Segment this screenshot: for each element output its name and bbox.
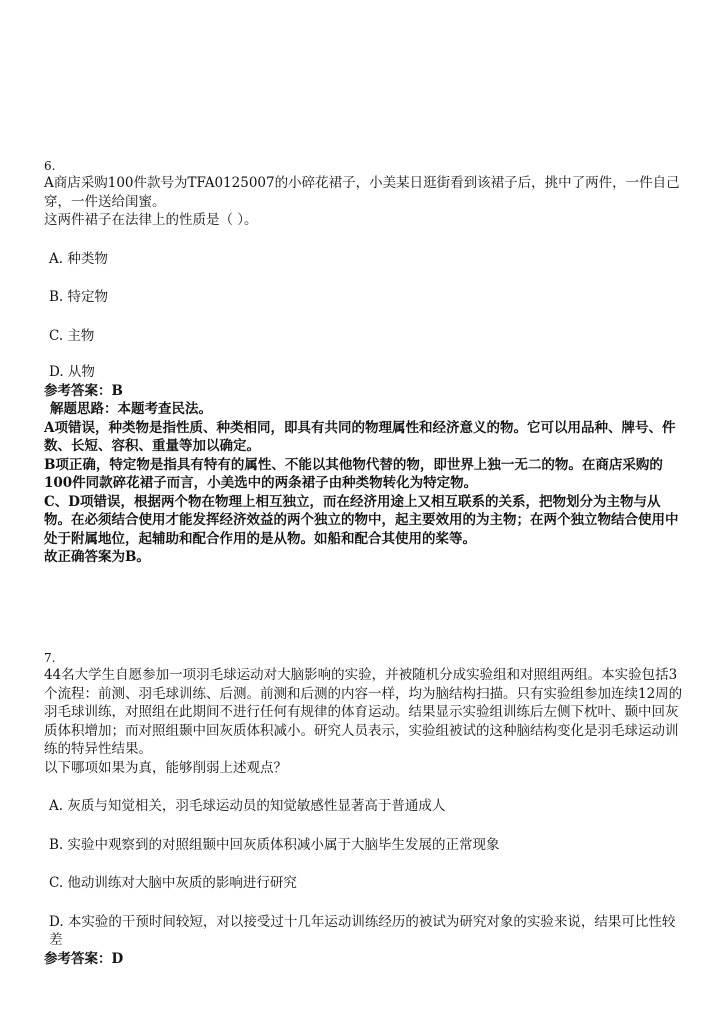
reference-answer: 参考答案：B	[44, 382, 123, 399]
option-d: D. 从物	[49, 364, 95, 380]
option-d: D. 本实验的干预时间较短，对以接受过十几年运动训练经历的被试为研究对象的实验来说，结果可比性较差	[49, 913, 676, 948]
explanation-intro: 解题思路：本题考查民法。	[50, 401, 212, 417]
option-b: B. 实验中观察到的对照组颞中回灰质体积减小属于大脑毕生发展的正常现象	[49, 836, 500, 853]
option-a: A. 灰质与知觉相关，羽毛球运动员的知觉敏感性显著高于普通成人	[49, 798, 446, 814]
question-stem: A商店采购100件款号为TFA0125007的小碎花裙子，小美某日逛街看到该裙子后，挑中了两件，一件自己穿，一件送给闺蜜。	[44, 175, 680, 210]
option-c: C. 主物	[49, 327, 95, 344]
question-prompt: 以下哪项如果为真，能够削弱上述观点？	[44, 759, 287, 776]
option-c: C. 他动训练对大脑中灰质的影响进行研究	[49, 875, 297, 891]
question-number: 6.	[44, 159, 56, 173]
option-b: B. 特定物	[49, 289, 109, 305]
option-a: A. 种类物	[49, 250, 108, 267]
reference-answer: 参考答案：D	[44, 950, 124, 967]
explanation-b: B项正确，特定物是指具有特有的属性、不能以其他物代替的物，即世界上独一无二的物。在商店采购的100件同款碎花裙子而言，小美选中的两条裙子由种类物转化为特定物。	[44, 456, 663, 491]
explanation-a: A项错误，种类物是指性质、种类相同，即具有共同的物理属性和经济意义的物。它可以用品种、牌号、件数、长短、容积、重量等加以确定。	[44, 419, 676, 454]
question-prompt: 这两件裙子在法律上的性质是（ ）。	[44, 212, 258, 228]
question-7	[44, 650, 684, 968]
question-number: 7.	[44, 651, 56, 665]
question-stem: 44名大学生自愿参加一项羽毛球运动对大脑影响的实验，并被随机分成实验组和对照组两组。本实验包括3个流程：前测、羽毛球训练、后测。前测和后测的内容一样，均为脑结构扫描。只有实验组参加连续12周的羽毛球训练，对照组在此期间不进行任何有规律的体育运动。结果显示实验组训练后左侧下枕叶、颞中回灰质体积增加；而对照组颞中回灰质体积减小。研究人员表示，实验组被试的这种脑结构变化是羽毛球运动训练的特异性结果。	[44, 667, 683, 757]
explanation-conclusion: 故正确答案为B。	[44, 549, 150, 565]
explanation-cd: C、D项错误，根据两个物在物理上相互独立，而在经济用途上又相互联系的关系，把物划分为主物与从物。在必须结合使用才能发挥经济效益的两个独立的物中，起主要效用的为主物；在两个独立物结合使用中处于附属地位，起辅助和配合作用的是从物。如船和配合其使用的桨等。	[44, 493, 679, 547]
question-6	[44, 158, 684, 567]
